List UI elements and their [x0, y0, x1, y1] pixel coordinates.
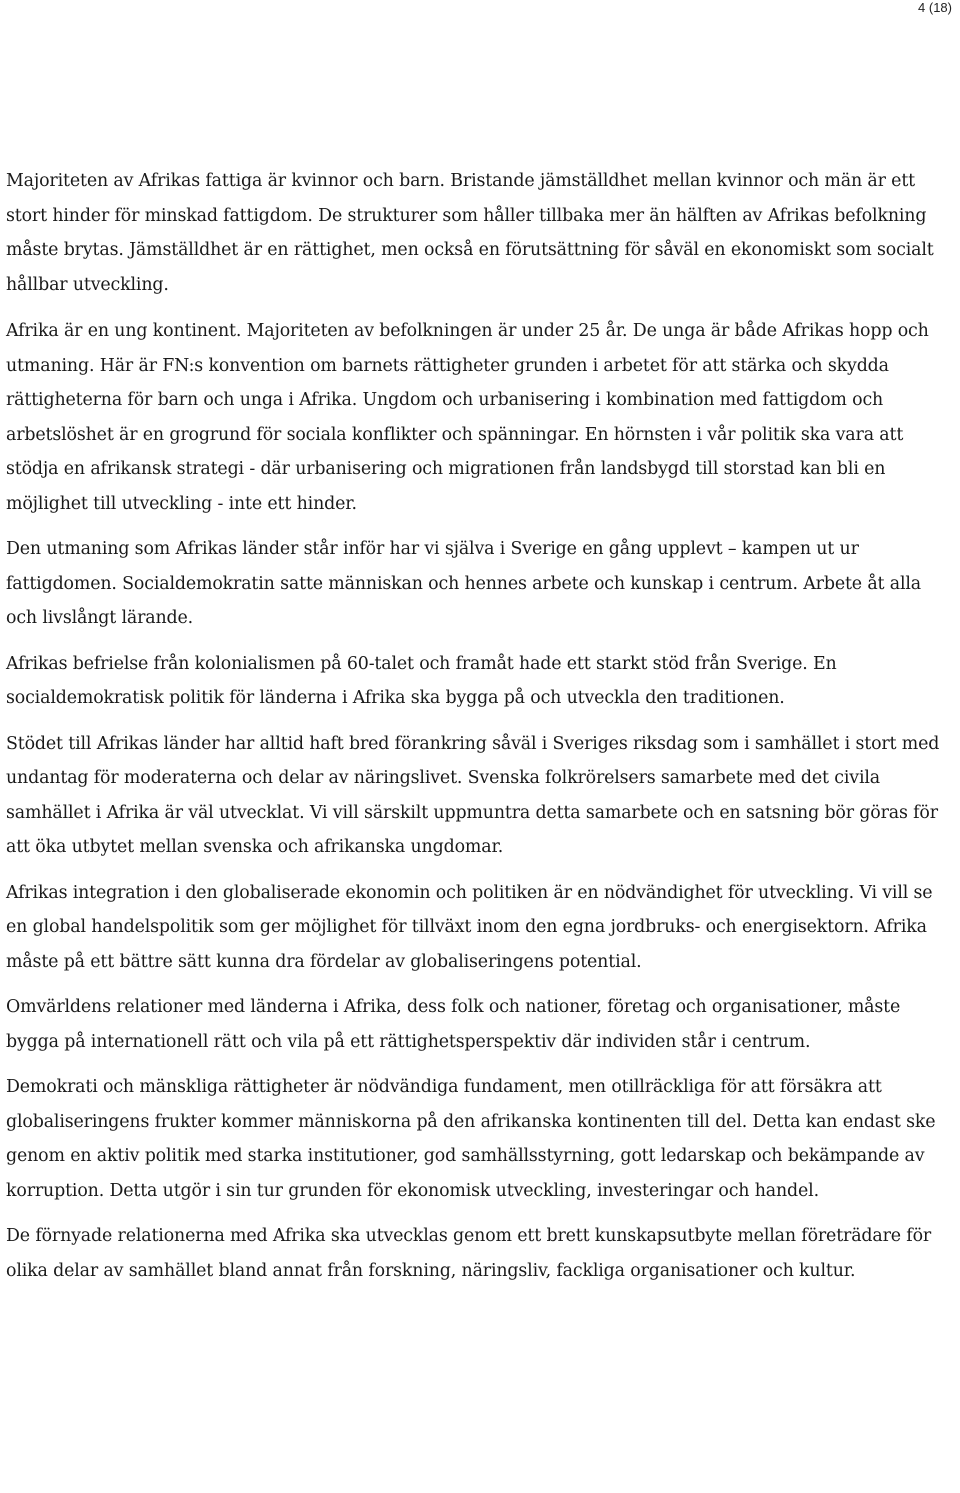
paragraph-gender-equality: Majoriteten av Afrikas fattiga är kvinnor och barn. Bristande jämställdhet mellan kvinnor och män är ett stort hinder för minskad fattigdom. De strukturer som håller tillbaka mer än hälften av Afrikas befolkning måste brytas. Jämställdhet är en rättighet, men också en förutsättning för såväl en ekonomiskt som socialt hållbar utveckling.	[6, 171, 934, 295]
paragraph-young-continent: Afrika är en ung kontinent. Majoriteten av befolkningen är under 25 år. De unga är både Afrikas hopp och utmaning. Här är FN:s konvention om barnets rättigheter grunden i arbetet för att stärka och skydda rättigheterna för barn och unga i Afrika. Ungdom och urbanisering i kombination med fattigdom och arbetslöshet är en grogrund för sociala konflikter och spänningar. En hörnsten i vår politik ska vara att stödja en afrikansk strategi - där urbanisering och migrationen från landsbygd till storstad kan bli en möjlighet till utveckling - inte ett hinder.	[6, 321, 929, 514]
paragraph-poverty-challenge: Den utmaning som Afrikas länder står inför har vi själva i Sverige en gång upplevt – kampen ut ur fattigdomen. Socialdemokratin satte människan och hennes arbete och kunskap i centrum. Arbete åt alla och livslångt lärande.	[6, 539, 922, 628]
document-body	[6, 164, 956, 1299]
paragraph-democracy: Demokrati och mänskliga rättigheter är nödvändiga fundament, men otillräckliga för att försäkra att globaliseringens frukter kommer människorna på den afrikanska kontinenten till del. Detta kan endast ske genom en aktiv politik med starka institutioner, god samhällsstyrning, gott ledarskap och bekämpande av korruption. Detta utgör i sin tur grunden för ekonomisk utveckling, investeringar och handel.	[6, 1077, 936, 1201]
paragraph-relations: Omvärldens relationer med länderna i Afrika, dess folk och nationer, företag och organisationer, måste bygga på internationell rätt och vila på ett rättighetsperspektiv där individen står i centrum.	[6, 997, 901, 1052]
paragraph-liberation-support: Afrikas befrielse från kolonialismen på 60-talet och framåt hade ett starkt stöd från Sverige. En socialdemokratisk politik för länderna i Afrika ska bygga på och utveckla den traditionen.	[6, 653, 837, 708]
paragraph-integration: Afrikas integration i den globaliserade ekonomin och politiken är en nödvändighet för utveckling. Vi vill se en global handelspolitik som ger möjlighet för tillväxt inom den egna jordbruks- och energisektorn. Afrika måste på ett bättre sätt kunna dra fördelar av globaliseringens potential.	[6, 882, 933, 972]
paragraph-support-anchoring: Stödet till Afrikas länder har alltid haft bred förankring såväl i Sveriges riksdag som i samhället i stort med undantag för moderaterna och delar av näringslivet. Svenska folkrörelsers samarbete med det civila samhället i Afrika är väl utvecklat. Vi vill särskilt uppmuntra detta samarbete och en satsning bör göras för att öka utbytet mellan svenska och afrikanska ungdomar.	[6, 733, 940, 857]
paragraph-knowledge-exchange: De förnyade relationerna med Afrika ska utvecklas genom ett brett kunskapsutbyte mellan företrädare för olika delar av samhället bland annat från forskning, näringsliv, fackliga organisationer och kultur.	[6, 1226, 932, 1281]
page-number: 4 (18)	[918, 0, 952, 15]
